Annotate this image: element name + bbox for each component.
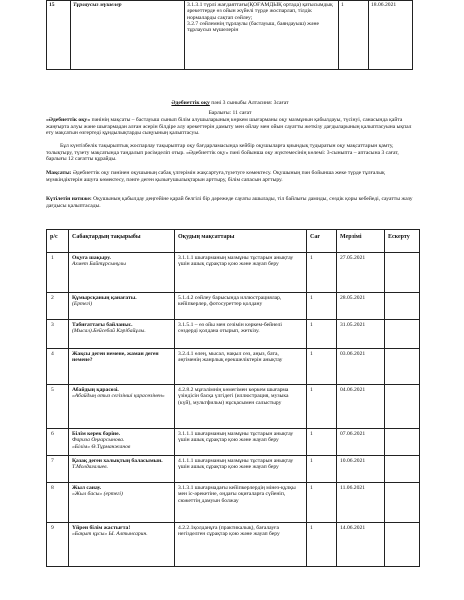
lesson-goals: 3.1.1.1 шығарманың мазмұны тұстарын анықтау үшін ашық сұрақтар қою және жауап беру <box>175 429 307 456</box>
lesson-goals: 3.1.5.1 – өз ойы мен сезімін көркем-бейнелі сөздерді қолдана отырып, жеткізу. <box>175 320 307 349</box>
lesson-topic <box>69 349 175 385</box>
purpose-text: пәнінің мақсаты – бастауыш сынып білім алушыларының көркем шығарманы оқу мазмұнын қабылдауы, түсінуі, санасында қайта жаңғырта алуы және шығармадан алған әсерін білдіре алу әрекеттерін дамыту мен ойлау мен ойын сауатты жеткізу дағдыларының қалыптасуына ықпал ету мақсатын өзгертеді құндылықтарды сыңуының қалыптасуы. <box>46 117 412 137</box>
lesson-topic <box>69 293 175 320</box>
goals-text: Әдебиеттік оқу пәнінен оқушының сабақ үлгерімін жақсартуға,түзетуге көмектесу. Оқушының пән бойынша жеке түрде тұлғалық мүмкіндіктерін ашуға көмектесу, пәнге деген қызығушылықтарын арттыру, білім сапасын арттыру. <box>46 170 385 183</box>
lesson-note <box>385 385 420 429</box>
lesson-date: 31.05.2021 <box>337 320 385 349</box>
lesson-goals: 4.1.1.1 шығарманың мазмұны тұстарын анықтау үшін ашық сұрақтар қою және жауап беру <box>175 456 307 483</box>
header-hours: Сағ <box>307 230 337 253</box>
lesson-hours: 1 <box>307 385 337 429</box>
total-hours: Барлығы: 11 сағат <box>208 110 252 116</box>
lesson-date: 03.06.2021 <box>337 349 385 385</box>
lesson-hours: 1 <box>307 349 337 385</box>
lesson-note <box>385 483 420 523</box>
lesson-goals: 3.1.3.1 шығармадағы кейіпкерлердің мінез-құлқы мен іс-әрекетіне, оңдағы оқиғаларға сүйеніп, сюжеттің дамуын болжау <box>175 483 307 523</box>
lesson-topic: Тұрлаусыз мүшелер <box>71 1 185 70</box>
lesson-goals: 5.1.4.2 сөйлеу барысында иллюстрациялар, кейіпкерлер, фотосуреттер қолдану <box>175 293 307 320</box>
lesson-goals: 3.1.3.1 түрлі жағдаяттағы(ҚОҒАМДЫҚ ортада) қатысымдық әрекеттерде өз ойын жүйелі түрде жоспарлап, тілдік нормаларды сақтап сөйлеу; 3.2.7 сөйлемнің тұрлаулы (бастауыш, баяндауыш) және тұрлаусыз мүшелерін <box>185 1 339 70</box>
table-row <box>47 293 420 320</box>
topic-author: Фариза Оңғарсынова. «Білім» Ө.Тұрманжанов <box>72 437 131 450</box>
lesson-date: 27.05.2021 <box>337 253 385 293</box>
lesson-date: 18.06.2021 <box>369 1 413 70</box>
topic-title: Оқуға шақыру. <box>72 255 111 261</box>
topic-author: Ахмет Байтұрсынұлы <box>72 261 126 268</box>
lesson-hours: 1 <box>307 320 337 349</box>
lesson-hours: 1 <box>307 456 337 483</box>
lesson-note <box>385 293 420 320</box>
table-row <box>47 385 420 429</box>
topic-author: Т.Молдағалиев. <box>72 464 108 471</box>
lesson-note <box>385 523 420 567</box>
lesson-topic <box>69 385 175 429</box>
lesson-note <box>385 253 420 293</box>
lesson-hours: 1 <box>307 523 337 567</box>
header-number: р/с <box>47 230 69 253</box>
table-header-row <box>47 230 420 253</box>
lesson-goals: 4.2.2.1қолданұға (практикалық), бағалауға негізделген сұрақтар қою және жауап беру <box>175 523 307 567</box>
topic-title: Білім керек бәріне. <box>72 431 120 437</box>
table-row <box>47 253 420 293</box>
lesson-date: 04.06.2021 <box>337 385 385 429</box>
lesson-date: 14.06.2021 <box>337 523 385 567</box>
lesson-note <box>385 456 420 483</box>
topic-title: Жыл санау. <box>72 485 102 491</box>
lesson-topic <box>69 483 175 523</box>
lesson-note <box>385 349 420 385</box>
topic-title: Табиғаттағы байланыс. <box>72 322 133 328</box>
plan-description: Бұл күнтізбелік тақырыптық жоспарлау тақырыптар оқу бағдарламасында кейбір оқушыларға қиындық тудыратын оқу мақсаттарын қамту, толықтыру, түзету мақсатында таңдалып рәсімделіп отыр. «Әдебиеттік оқу» пәні бойынша оқу жүктемесінің көлемі: 3-сыныпта – аптасына 3 сағат, барлығы 12 сағатты құрайды. <box>46 143 399 163</box>
header-goals: Оқудың мақсаттары <box>175 230 307 253</box>
row-number: 5 <box>47 385 69 429</box>
lesson-date: 07.06.2021 <box>337 429 385 456</box>
row-number: 8 <box>47 483 69 523</box>
lesson-topic <box>69 523 175 567</box>
row-number: 2 <box>47 293 69 320</box>
previous-plan-table-fragment <box>46 0 413 70</box>
lesson-hours: 1 <box>307 429 337 456</box>
header-note: Ескерту <box>385 230 420 253</box>
goals-paragraph <box>46 170 414 183</box>
lesson-date: 11.06.2021 <box>337 483 385 523</box>
lesson-goals: 3.2.4.1 өлең, мысал, нақыл сөз, аңыз, бата, әңгіменің жанрлық ерекшеліктерін анықтау <box>175 349 307 385</box>
table-row <box>47 523 420 567</box>
table-row <box>47 349 420 385</box>
topic-title: Жақсы деген немене, жаман деген немене? <box>72 351 159 364</box>
purpose-paragraph <box>46 117 414 137</box>
subject-title-rest: пәні 3 сыныбы Алтасиня: 3сағат <box>209 100 289 106</box>
topic-author: (Мысал).Бейсебай Кәрібайұлы. <box>72 328 146 335</box>
table-row <box>47 483 420 523</box>
topic-author: «Жыл басы» (ертегі) <box>72 491 123 498</box>
header-date: Мерзімі <box>337 230 385 253</box>
lesson-note <box>385 429 420 456</box>
lesson-topic <box>69 429 175 456</box>
topic-author: «Абайдың отыз сегізінші қарасөзінен» <box>72 393 165 400</box>
lesson-topic <box>69 456 175 483</box>
lesson-date: 28.05.2021 <box>337 293 385 320</box>
topic-title: Абайдың қарасөзі. <box>72 387 119 393</box>
row-number: 9 <box>47 523 69 567</box>
purpose-subject: «Әдебиеттік оқу» <box>46 117 91 123</box>
row-number: 4 <box>47 349 69 385</box>
lesson-topic <box>69 320 175 349</box>
row-number: 7 <box>47 456 69 483</box>
lesson-goals: 3.1.1.1 шығарманың мазмұны тұстарын анықтау үшін ашық сұрақтар қою және жауап беру <box>175 253 307 293</box>
expected-result-label: Күтілетін нәтиже: <box>46 196 92 202</box>
lesson-date: 10.06.2021 <box>337 456 385 483</box>
table-row <box>47 320 420 349</box>
row-number: 15 <box>47 1 71 70</box>
expected-result-paragraph <box>46 196 414 209</box>
table-row <box>47 429 420 456</box>
row-number: 3 <box>47 320 69 349</box>
table-row <box>47 456 420 483</box>
header-topic: Сабақтардың тақырыбы <box>69 230 175 253</box>
lesson-goals: 4.2.8.2 мұғалімнің көмегімен көркем шығарма үзіндісін басқа үлгідегі (иллюстрация, музыка (күй), мультфильм) нұсқасымен салыстыру <box>175 385 307 429</box>
goals-label: Мақсаты: <box>46 170 72 176</box>
section-title <box>46 100 414 107</box>
topic-title: Үйрен білім жастығта! <box>72 525 131 531</box>
lesson-hours: 1 <box>307 293 337 320</box>
row-number: 6 <box>47 429 69 456</box>
lesson-plan-table <box>46 229 420 567</box>
subject-title: Әдебиеттік оқу <box>171 100 210 106</box>
lesson-hours: 1 <box>339 1 369 70</box>
topic-title: Қазақ деген халықтың баласымын. <box>72 458 163 464</box>
lesson-hours: 1 <box>307 483 337 523</box>
row-number: 1 <box>47 253 69 293</box>
topic-author: «Бақыт құсы» Ы. Алтынсарин. <box>72 531 148 538</box>
lesson-hours: 1 <box>307 253 337 293</box>
lesson-note <box>385 320 420 349</box>
table-row <box>47 1 413 70</box>
topic-author: (Ертегі) <box>72 301 93 308</box>
topic-title: Құмырсқаның қанағаты. <box>72 295 137 301</box>
expected-result-text: Оқушының қабылдау деңгейіне қарай белгілі бір дәрежеде сауаты ашылады, тіл байлығы дамиды, сөздік қоры кебейеді, сауатты жазу дағдысы қалыптасады. <box>46 196 413 209</box>
lesson-topic <box>69 253 175 293</box>
